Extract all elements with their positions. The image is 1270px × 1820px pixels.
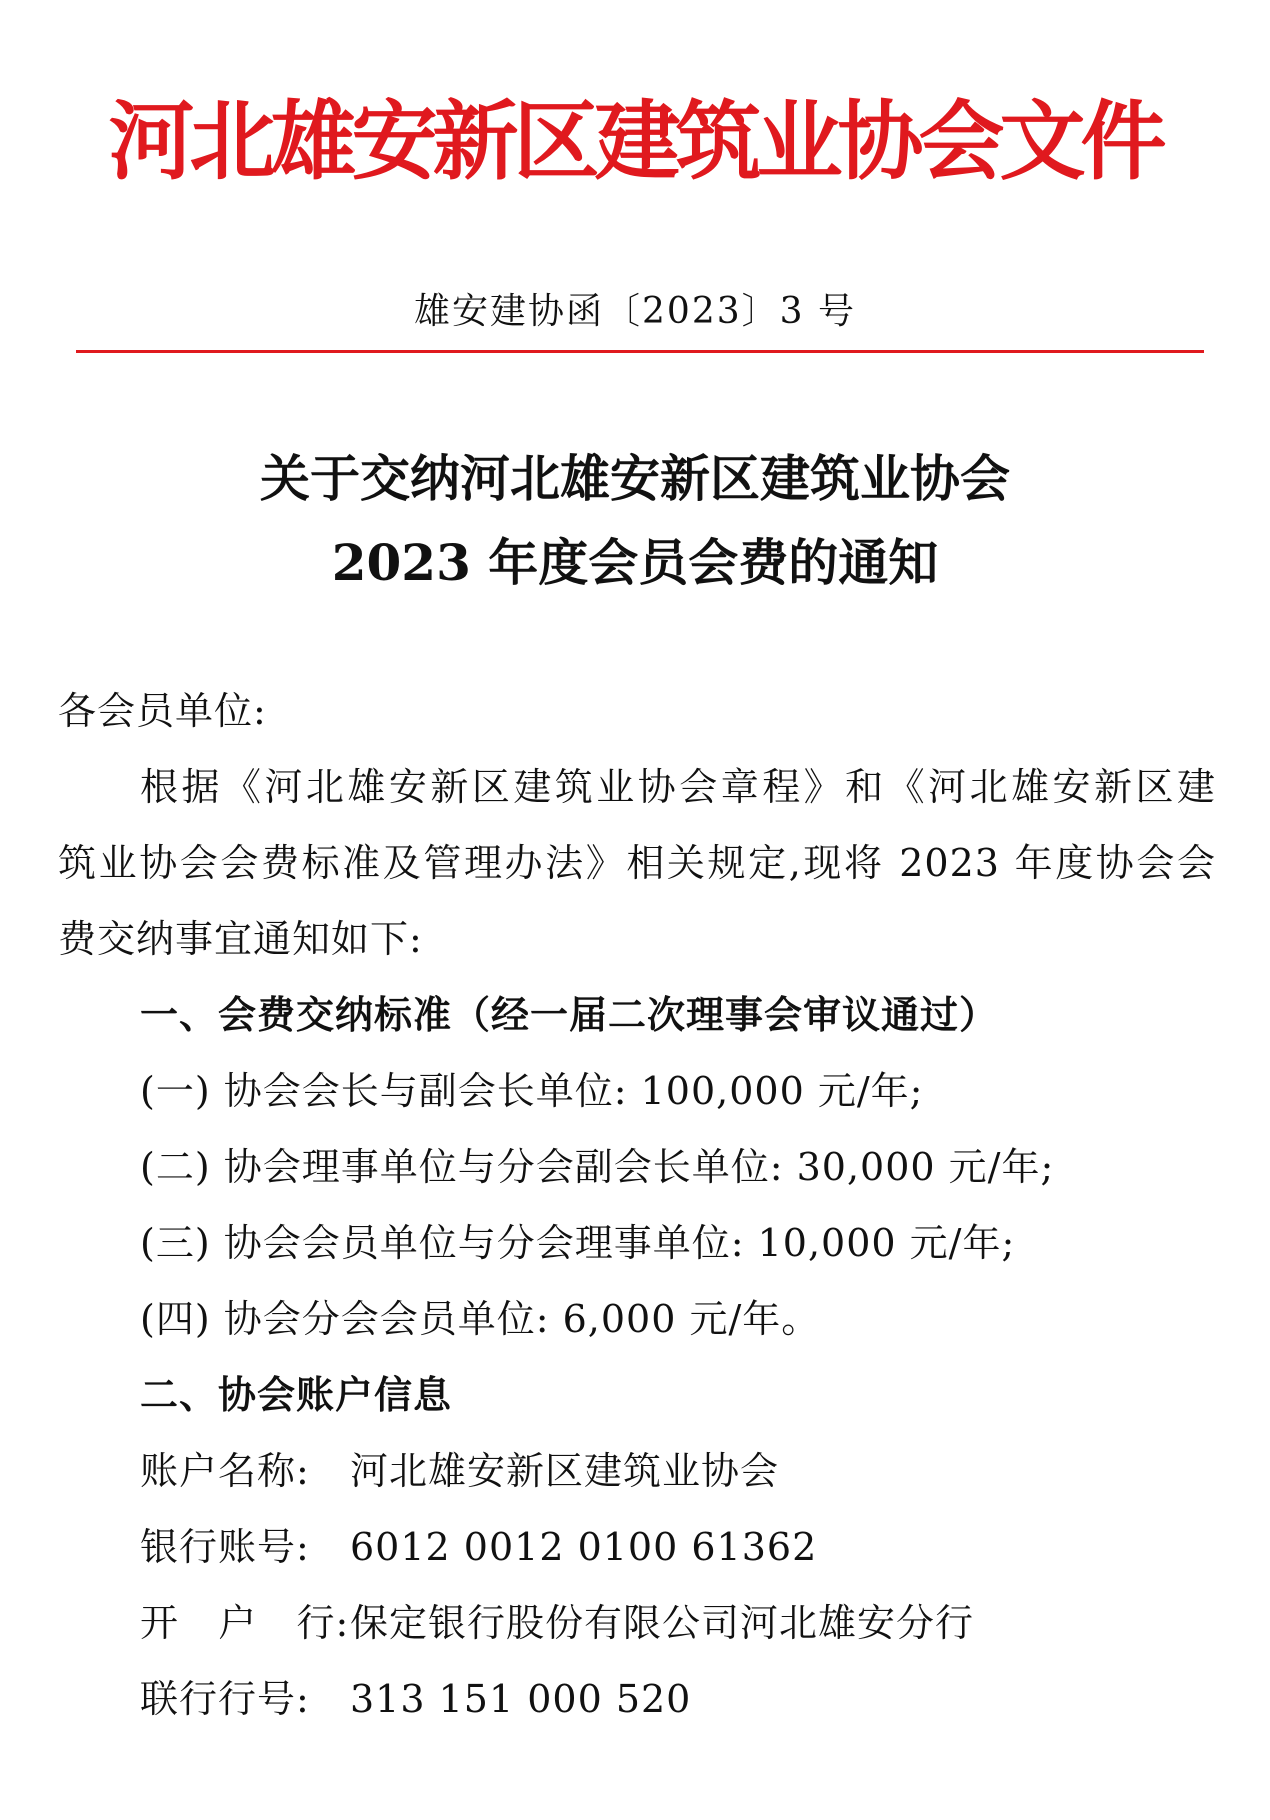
intro-line-3: 费交纳事宜通知如下: [58, 917, 423, 961]
notice-title-line1: 关于交纳河北雄安新区建筑业协会 [260, 449, 1010, 508]
account-number-value: 6012 0012 0100 61362 [350, 1525, 818, 1569]
bank-label: 开 户 行: [140, 1601, 350, 1645]
routing-number-value: 313 151 000 520 [350, 1677, 692, 1721]
notice-title-line2: 2023 年度会员会费的通知 [331, 533, 939, 592]
org-title: 河北雄安新区建筑业协会文件 [108, 91, 1162, 192]
doc-number: 雄安建协函〔2023〕3 号 [414, 291, 856, 332]
routing-number-label: 联行行号: [140, 1677, 310, 1721]
account-name-label: 账户名称: [140, 1449, 310, 1493]
section2-heading: 二、协会账户信息 [140, 1372, 453, 1417]
fee-item-4: (四) 协会分会会员单位: 6,000 元/年。 [140, 1297, 821, 1341]
intro-line-1: 根据《河北雄安新区建筑业协会章程》和《河北雄安新区建 [140, 765, 1216, 809]
fee-item-1: (一) 协会会长与副会长单位: 100,000 元/年; [140, 1069, 924, 1113]
red-divider [76, 350, 1204, 353]
salutation: 各会员单位: [58, 689, 267, 733]
fee-item-2: (二) 协会理事单位与分会副会长单位: 30,000 元/年; [140, 1145, 1055, 1189]
account-number-label: 银行账号: [140, 1525, 310, 1569]
intro-line-2: 筑业协会会费标准及管理办法》相关规定,现将 2023 年度协会会 [58, 841, 1216, 885]
section1-heading: 一、会费交纳标准（经一届二次理事会审议通过） [140, 992, 999, 1037]
account-name-value: 河北雄安新区建筑业协会 [350, 1449, 780, 1493]
fee-item-3: (三) 协会会员单位与分会理事单位: 10,000 元/年; [140, 1221, 1016, 1265]
bank-value: 保定银行股份有限公司河北雄安分行 [350, 1601, 975, 1645]
